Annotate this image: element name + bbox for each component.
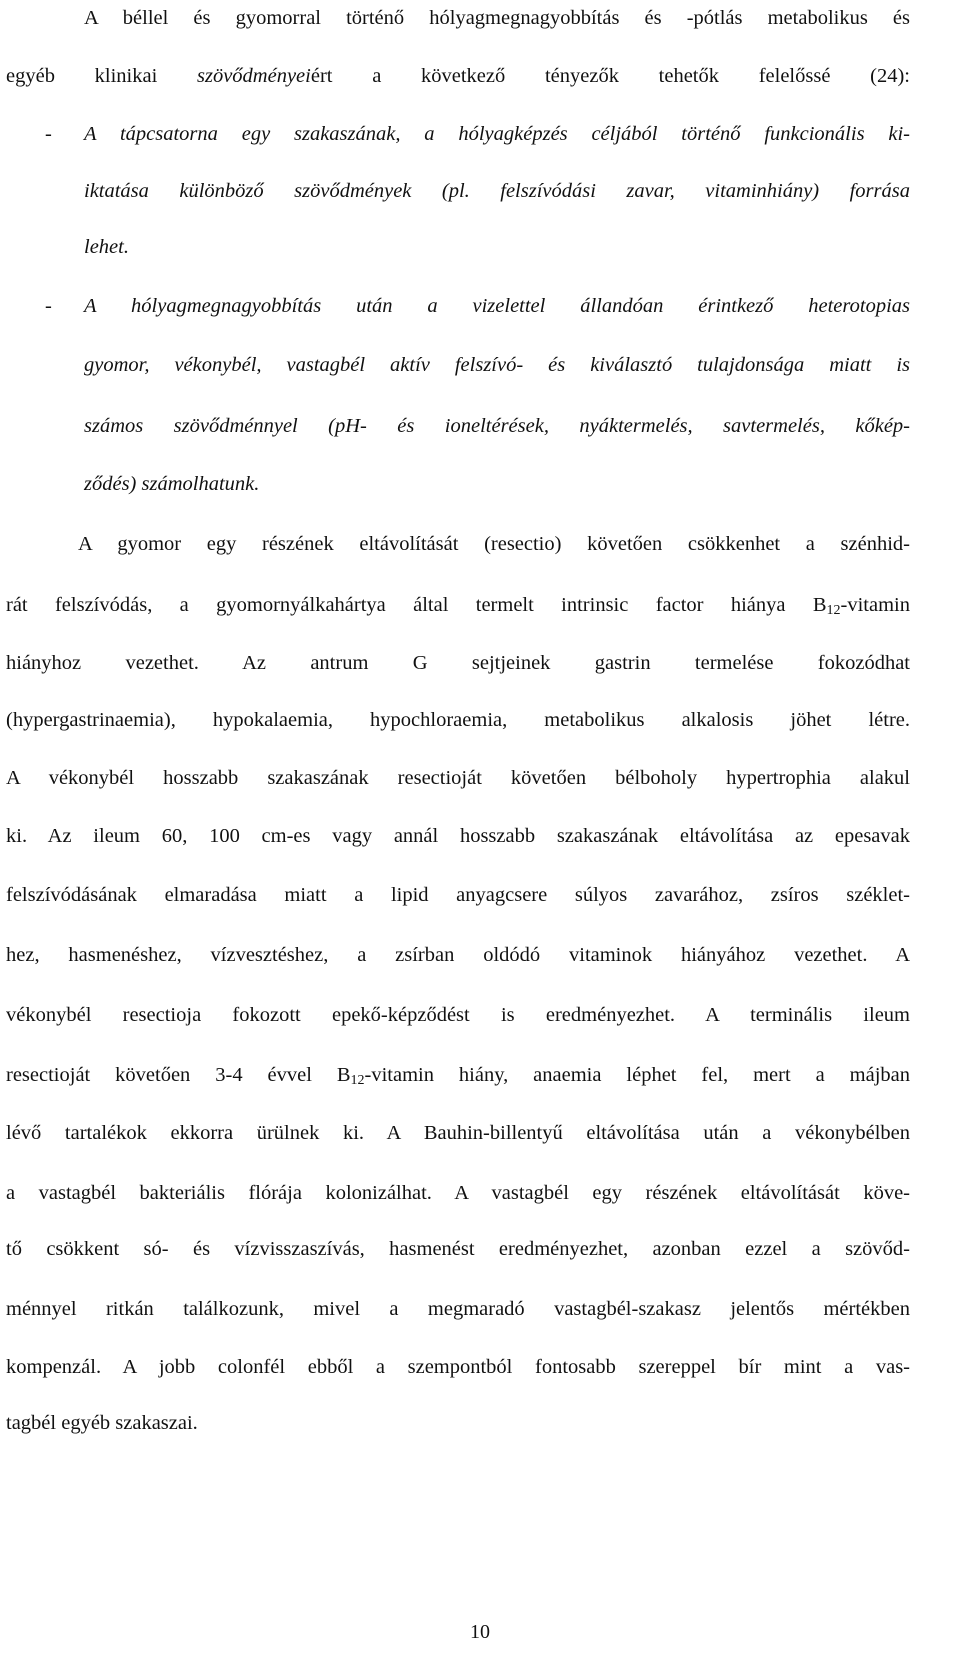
text-run: resectioját követően 3-4 évvel B	[6, 1064, 351, 1086]
text-run: ért a következő tényezők tehetők felelőssé (24):	[310, 65, 910, 87]
bullet-line: iktatása különböző szövődmények (pl. felszívódási zavar, vitaminhiány) forrása	[84, 180, 910, 202]
text-run: -vitamin hiány, anaemia léphet fel, mert a májban	[364, 1064, 910, 1086]
bullet-line: gyomor, vékonybél, vastagbél aktív felszívó- és kiválasztó tulajdonsága miatt is	[84, 354, 910, 376]
bullet-line: A hólyagmegnagyobbítás után a vizelettel állandóan érintkező heterotopias	[84, 295, 910, 317]
bullet-line: ződés) számolhatunk.	[84, 473, 260, 495]
paragraph-line: vékonybél resectioja fokozott epekő-képződést is eredményezhet. A terminális ileum	[6, 1004, 910, 1026]
bullet-line: lehet.	[84, 236, 129, 258]
italic-text-run: szövődményei	[197, 65, 311, 87]
bullet-line: számos szövődménnyel (pH- és ioneltérések, nyáktermelés, savtermelés, kőkép-	[84, 415, 910, 437]
paragraph-line: A vékonybél hosszabb szakaszának resectioját követően bélboholy hypertrophia alakul	[6, 767, 910, 789]
subscript: 12	[826, 603, 841, 618]
bullet-line: A tápcsatorna egy szakaszának, a hólyagképzés céljából történő funkcionális ki-	[84, 123, 910, 145]
paragraph-line: a vastagbél bakteriális flórája kolonizálhat. A vastagbél egy részének eltávolítását köve-	[6, 1182, 910, 1204]
paragraph-line: ménnyel ritkán találkozunk, mivel a megmaradó vastagbél-szakasz jelentős mértékben	[6, 1298, 910, 1320]
bullet-marker: -	[45, 295, 52, 317]
paragraph-line: tagbél egyéb szakaszai.	[6, 1412, 198, 1434]
paragraph-line: hiányhoz vezethet. Az antrum G sejtjeinek gastrin termelése fokozódhat	[6, 652, 910, 674]
paragraph-line: kompenzál. A jobb colonfél ebből a szempontból fontosabb szereppel bír mint a vas-	[6, 1356, 910, 1378]
paragraph-line: lévő tartalékok ekkorra ürülnek ki. A Bauhin-billentyű eltávolítása után a vékonybélben	[6, 1122, 910, 1144]
paragraph-line: (hypergastrinaemia), hypokalaemia, hypochloraemia, metabolikus alkalosis jöhet létre.	[6, 709, 910, 731]
paragraph-line	[6, 1060, 910, 1090]
text-run: rát felszívódás, a gyomornyálkahártya által termelt intrinsic factor hiánya B	[6, 594, 827, 616]
paragraph-line: ki. Az ileum 60, 100 cm-es vagy annál hosszabb szakaszának eltávolítása az epesavak	[6, 825, 910, 847]
text-run: -vitamin	[840, 594, 910, 616]
subscript: 12	[350, 1073, 365, 1088]
paragraph-line	[6, 590, 910, 620]
paragraph-line: hez, hasmenéshez, vízvesztéshez, a zsírban oldódó vitaminok hiányához vezethet. A	[6, 944, 910, 966]
paragraph-line: felszívódásának elmaradása miatt a lipid anyagcsere súlyos zavarához, zsíros széklet-	[6, 884, 910, 906]
bullet-marker: -	[45, 123, 52, 145]
paragraph-line	[6, 61, 910, 91]
text-run: egyéb klinikai	[6, 65, 197, 87]
paragraph-line: tő csökkent só- és vízvisszaszívás, hasmenést eredményezhet, azonban ezzel a szövőd-	[6, 1238, 910, 1260]
page-number: 10	[470, 1621, 490, 1643]
paragraph-line: A gyomor egy részének eltávolítását (resectio) követően csökkenhet a szénhid-	[78, 533, 910, 555]
paragraph-line: A béllel és gyomorral történő hólyagmegnagyobbítás és -pótlás metabolikus és	[84, 7, 910, 29]
